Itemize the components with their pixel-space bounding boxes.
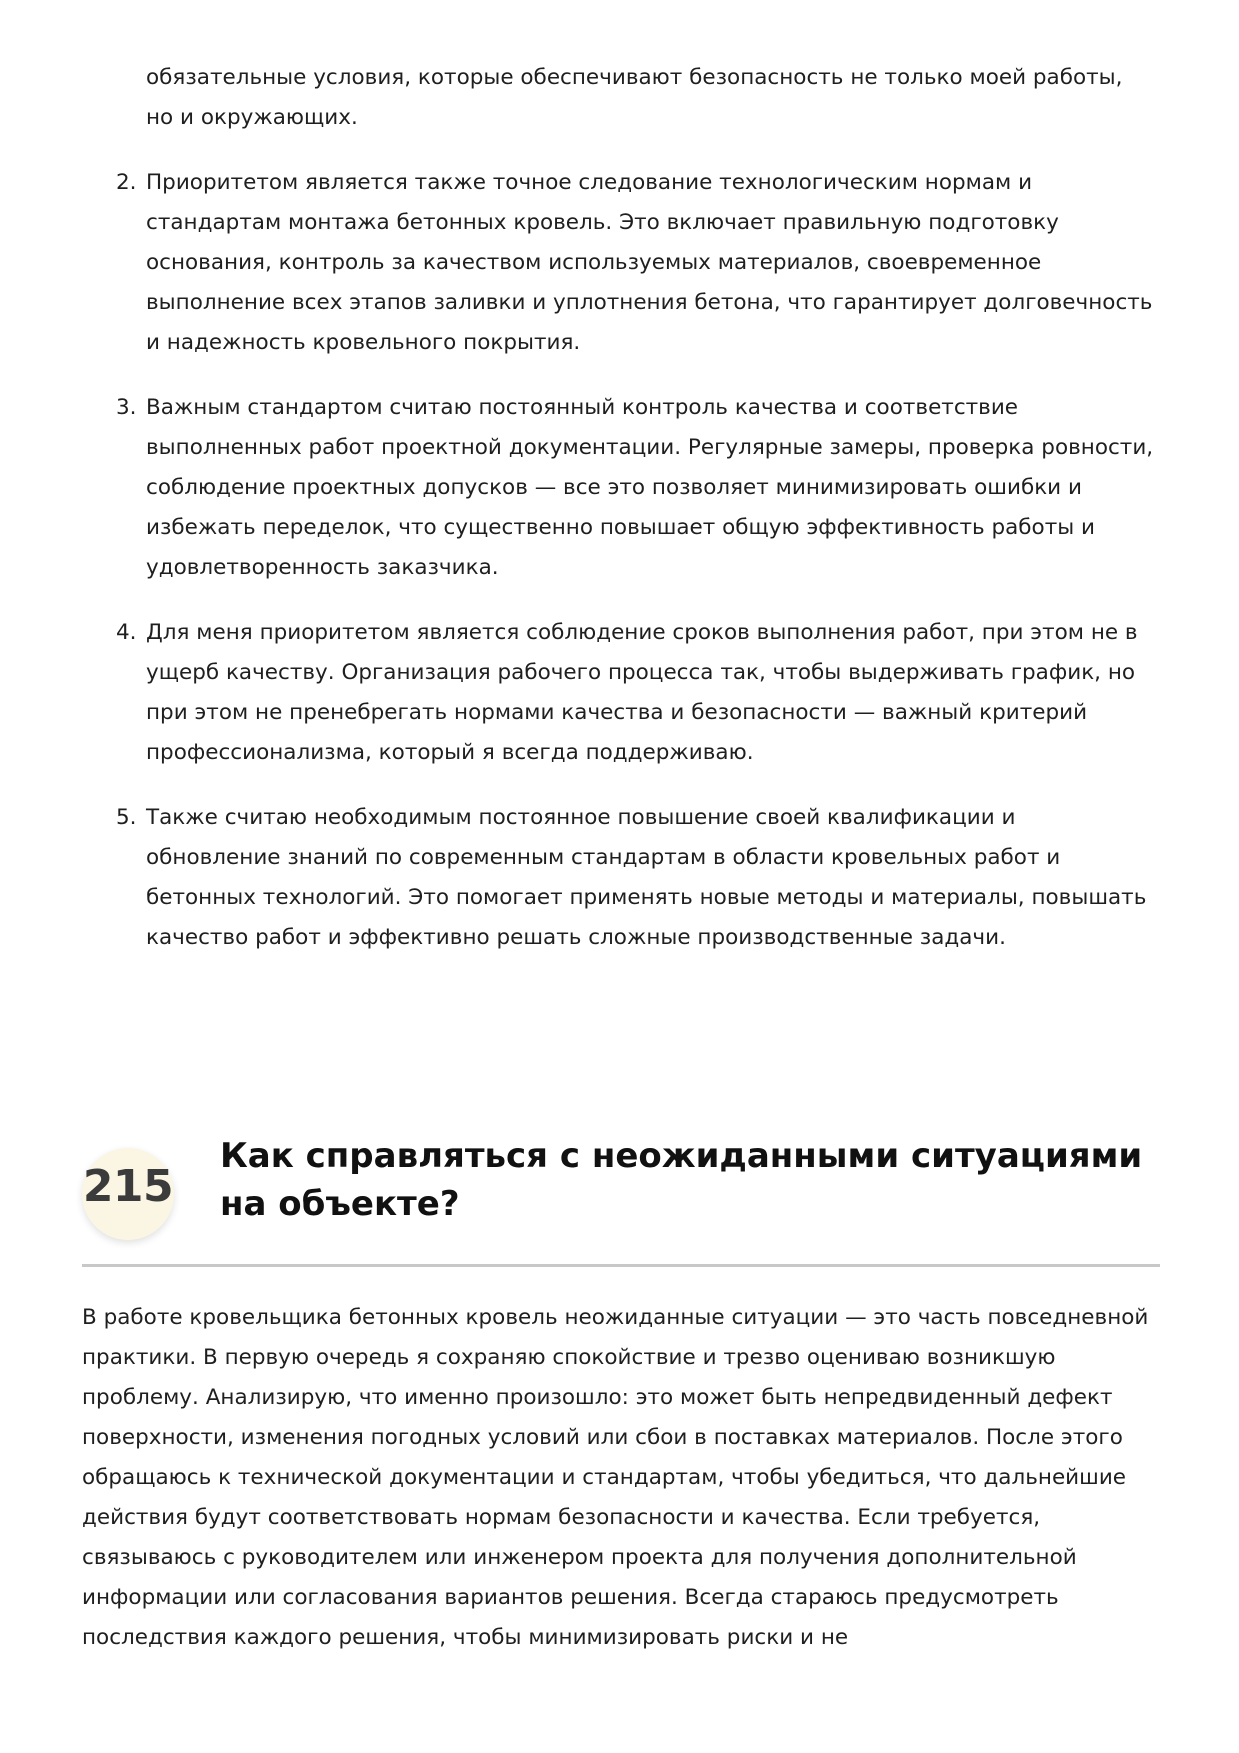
- list-item-text: Важным стандартом считаю постоянный контроль качества и соответствие выполненных работ проектной документации. Регулярные замеры, проверка ровности, соблюдение проектных допусков — все это позволяет минимизировать ошибки и избежать переделок, что существенно повышает общую эффективность работы и удовлетворенность заказчика.: [146, 395, 1154, 580]
- section-title: Как справляться с неожиданными ситуациями на объекте?: [220, 1136, 1143, 1224]
- list-item-text: Для меня приоритетом является соблюдение сроков выполнения работ, при этом не в ущерб качеству. Организация рабочего процесса так, чтобы выдерживать график, но при этом не пренебрегать нормами качества и безопасности — важный критерий профессионализма, который я всегда поддерживаю.: [146, 620, 1138, 765]
- section-heading: [82, 1136, 1160, 1267]
- list-item-number: 4.: [116, 620, 137, 645]
- section-number: 215: [82, 1161, 174, 1212]
- list-item-number: 2.: [116, 170, 137, 195]
- list-item-text: Также считаю необходимым постоянное повышение своей квалификации и обновление знаний по современным стандартам в области кровельных работ и бетонных технологий. Это помогает применять новые методы и материалы, повышать качество работ и эффективно решать сложные производственные задачи.: [146, 805, 1147, 950]
- list-item-text: обязательные условия, которые обеспечивают безопасность не только моей работы, но и окружающих.: [146, 65, 1123, 130]
- list-item-number: 5.: [116, 805, 137, 830]
- list-item-continuation: [116, 58, 1156, 138]
- list-item-3: [116, 388, 1156, 588]
- list-item-text: Приоритетом является также точное следование технологическим нормам и стандартам монтажа бетонных кровель. Это включает правильную подготовку основания, контроль за качеством используемых материалов, своевременное выполнение всех этапов заливки и уплотнения бетона, что гарантирует долговечность и надежность кровельного покрытия.: [146, 170, 1153, 355]
- list-item-2: [116, 163, 1156, 363]
- list-item-4: [116, 613, 1156, 773]
- numbered-list: [116, 58, 1156, 983]
- list-item-5: [116, 798, 1156, 958]
- list-item-number: 3.: [116, 395, 137, 420]
- section-body: В работе кровельщика бетонных кровель неожиданные ситуации — это часть повседневной практики. В первую очередь я сохраняю спокойствие и трезво оцениваю возникшую проблему. Анализирую, что именно произошло: это может быть непредвиденный дефект поверхности, изменения погодных условий или сбои в поставках материалов. После этого обращаюсь к технической документации и стандартам, чтобы убедиться, что дальнейшие действия будут соответствовать нормам безопасности и качества. Если требуется, связываюсь с руководителем или инженером проекта для получения дополнительной информации или согласования вариантов решения. Всегда стараюсь предусмотреть последствия каждого решения, чтобы минимизировать риски и не: [82, 1305, 1149, 1650]
